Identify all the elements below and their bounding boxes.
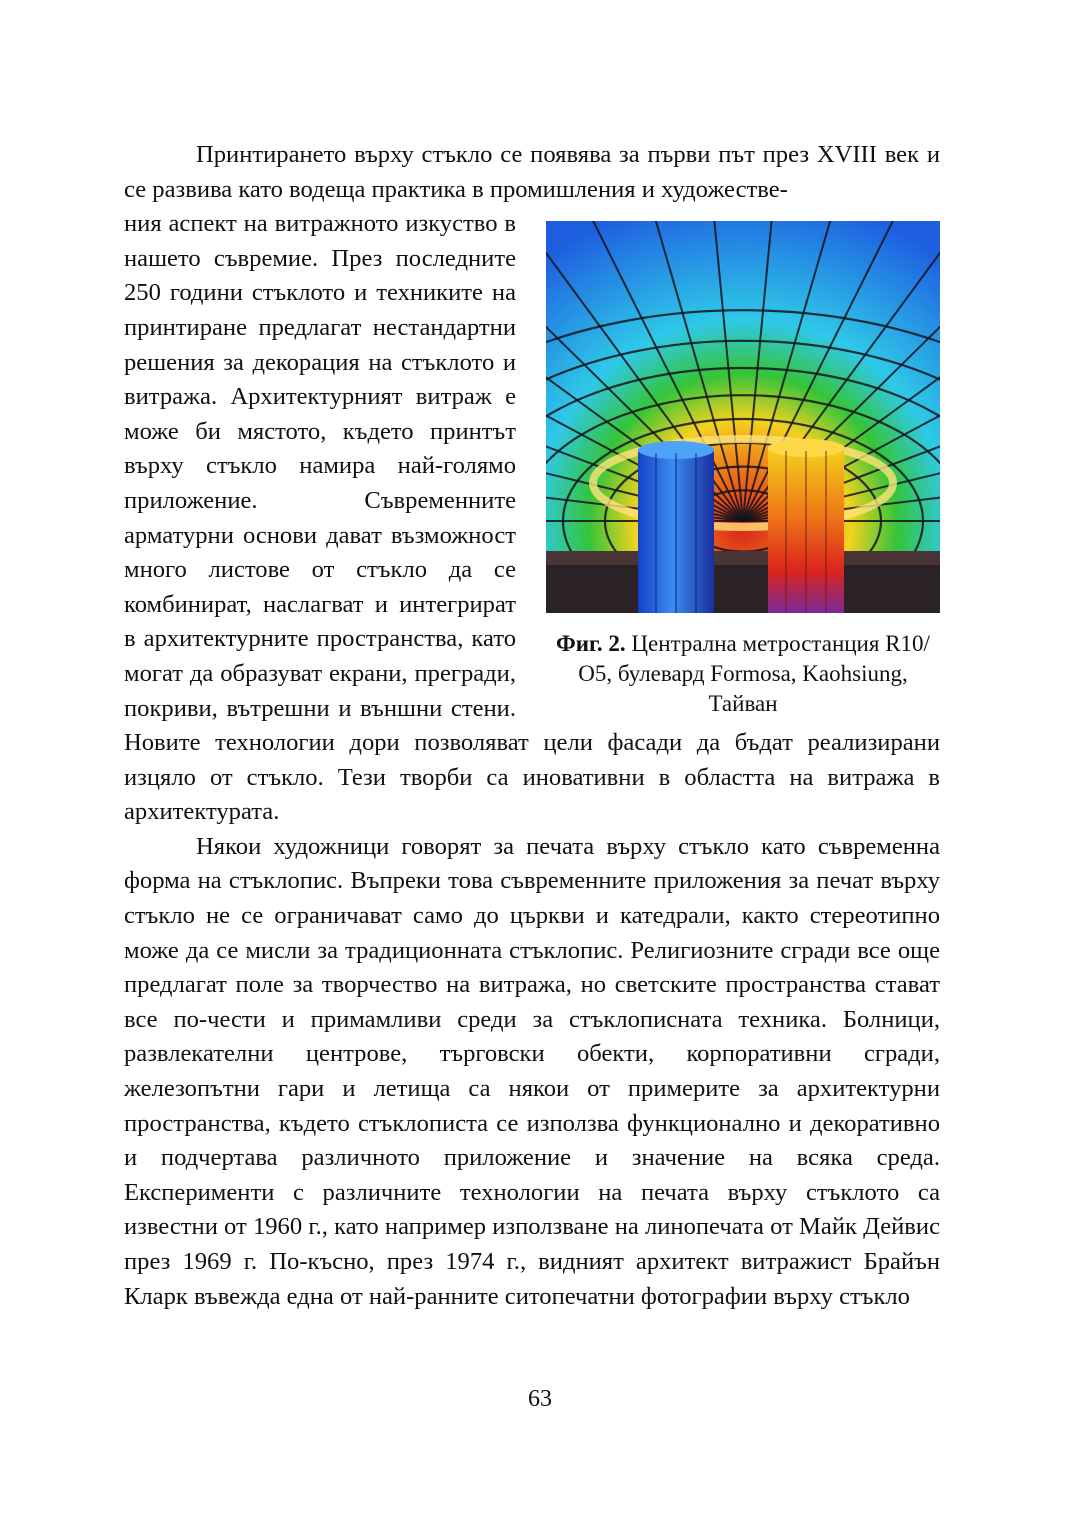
paragraph-1-lead [124,138,940,207]
paragraph-1-rest-text: ния аспект на витражното изкуство в нашето съвремие. През последните 250 години стъклото и техниките на принтиране предлагат нестандартни решения за декорация на стъклото и витража. Архитектурният витраж е може би мястото, където принтът върху стъкло намира най-голямо приложение. Съвременните арматурни основи дават възможност много листове от стъкло да се комбинират, наслагват и интегрират в архитектурните пространства, като могат да образуват екрани, прегради, покриви, вътрешни и външни стени. Новите технологии дори позволяват цели фасади да бъдат реализирани изцяло от стъкло. Тези творби са иновативни в областта на витража в архитектурата. [124,210,940,826]
metro-station-photo [546,221,940,613]
page-number: 63 [528,1386,552,1412]
figure-caption [546,629,940,719]
figure-caption-label: Фиг. 2. [556,631,626,657]
figure-caption-text: Централна метростанция R10/ O5, булевард Formosa, Kaohsiung, Тайван [578,631,930,717]
paragraph-1-lead-text: Принтирането върху стъкло се появява за първи път през XVIII век и се развива като водеща практика в промишления и художестве- [124,141,940,203]
paragraph-2-text: Някои художници говорят за печата върху стъкло като съвременна форма на стъклопис. Въпреки това съвременните приложения за печат върху стъкло не се ограничават само до църкви и катедрали, както стереотипно може да се мисли за традиционната стъклопис. Религиозните сгради все още предлагат поле за творчество на витража, но светските пространства стават все по-чести и примамливи среди за стъклописната техника. Болници, развлекателни центрове, търговски обекти, корпоративни сгради, железопътни гари и летища са някои от примерите за архитектурни пространства, където стъклописта се използва функционално и декоративно и подчертава различното приложение и значение на всяка среда. Експерименти с различните технологии на печата върху стъклото са известни от 1960 г., като например използване на линопечата от Майк Дейвис през 1969 г. По-късно, през 1974 г., видният архитект витражист Брайън Кларк въвежда една от най-ранните ситопечатни фотографии върху стъкло [124,832,940,1310]
page-body [124,138,940,1314]
figure-2 [546,221,940,719]
floor-railing [546,551,940,565]
paragraph-2 [124,830,940,1314]
